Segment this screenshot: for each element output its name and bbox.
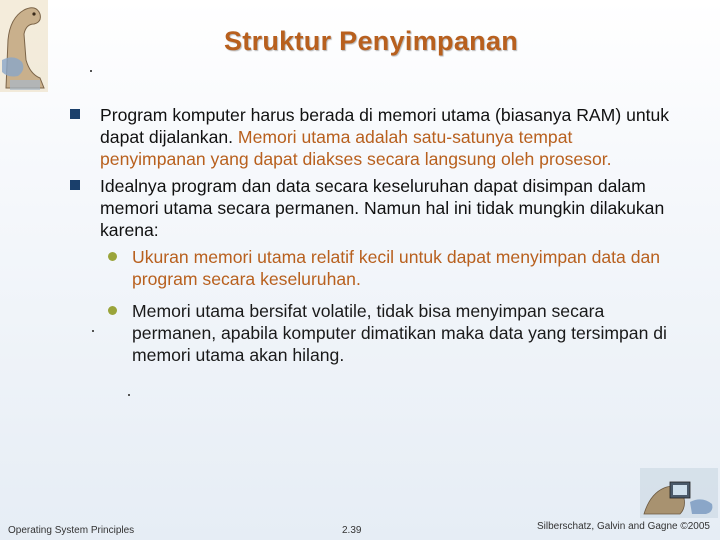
square-bullet-icon xyxy=(70,109,80,119)
bullet-text-plain: Program komputer harus berada di memori utama (biasanya RAM) untuk dapat dijalankan. xyxy=(100,105,670,147)
round-bullet-icon xyxy=(108,252,117,261)
speck-mark xyxy=(90,70,92,72)
dinosaur-computer-illustration-icon xyxy=(640,468,718,518)
bullet-text-accent: Memori utama adalah satu-satunya tempat penyimpanan yang dapat diakses secara langsung oleh prosesor. xyxy=(100,127,612,169)
bullet-text: Idealnya program dan data secara keseluruhan dapat disimpan dalam memori utama secara permanen. Namun hal ini tidak mungkin dilakukan karena: xyxy=(100,176,665,240)
sub-bullet-size xyxy=(108,246,670,290)
sub-bullet-volatile xyxy=(108,300,670,366)
speck-mark xyxy=(92,330,94,332)
slide-content xyxy=(70,104,670,366)
bullet-main-memory xyxy=(70,104,670,170)
sub-bullet-text: Memori utama bersifat volatile, tidak bisa menyimpan secara permanen, apabila komputer dimatikan maka data yang tersimpan di memori utama akan hilang. xyxy=(132,301,667,365)
round-bullet-icon xyxy=(108,306,117,315)
footer-copyright: Silberschatz, Galvin and Gagne ©2005 xyxy=(536,521,710,532)
bullet-text xyxy=(100,104,670,170)
bullet-ideal-storage xyxy=(70,175,670,241)
sub-bullet-text: Ukuran memori utama relatif kecil untuk dapat menyimpan data dan program secara keseluruhan. xyxy=(132,247,661,289)
slide-title: Struktur Penyimpanan xyxy=(223,26,519,56)
square-bullet-icon xyxy=(70,180,80,190)
speck-mark xyxy=(128,394,130,396)
footer-course-name: Operating System Principles xyxy=(8,525,135,536)
footer-page-number: 2.39 xyxy=(342,525,362,536)
